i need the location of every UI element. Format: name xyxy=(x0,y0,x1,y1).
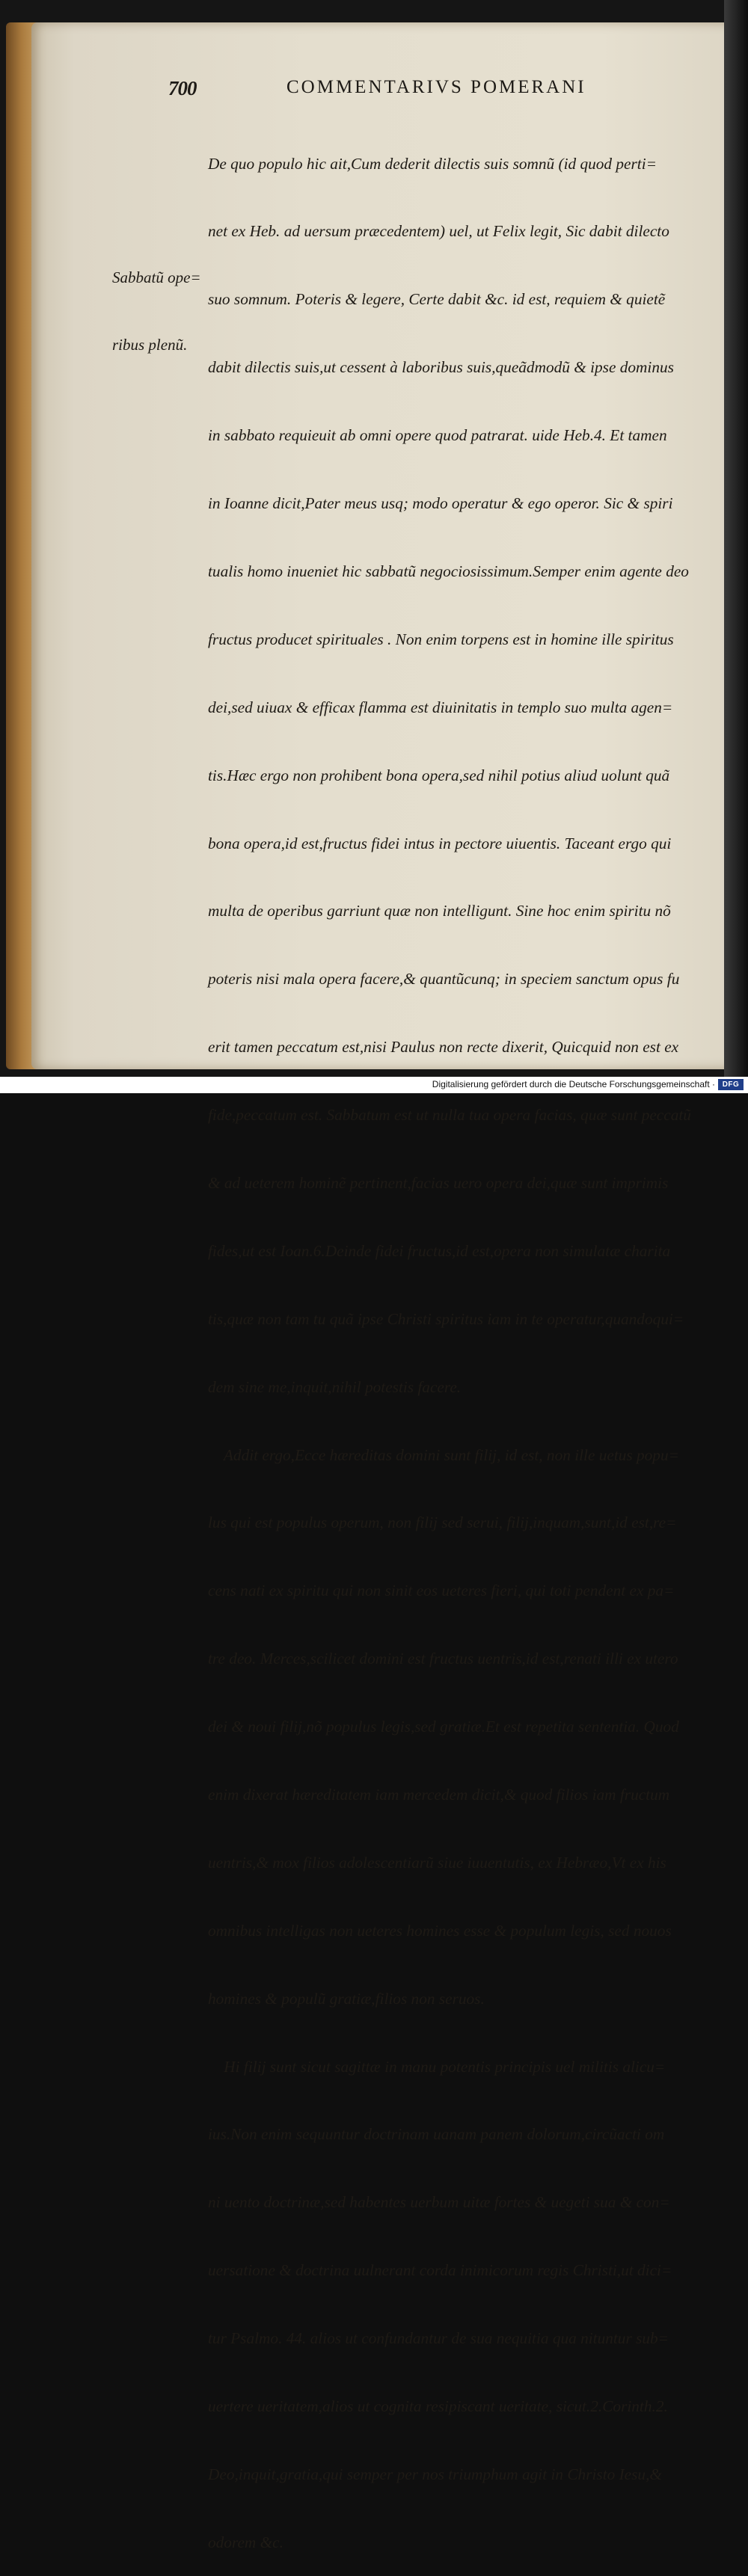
text-line: cens nati ex spiritu qui non sinit eos ueteres fieri, qui toti pendent ex pa= xyxy=(208,1581,675,1600)
text-line: tualis homo inueniet hic sabbatũ negociosissimum.Semper enim agente deo xyxy=(208,562,689,580)
text-line: omnibus intelligas non ueteres homines esse & populum legis, sed nouos xyxy=(208,1921,672,1940)
text-line: fide,peccatum est. Sabbatum est ut nulla tua opera facias, quæ sunt peccatũ xyxy=(208,1106,691,1125)
page-number: 700 xyxy=(168,77,197,99)
text-line: uersatione & doctrina uulnerant corda inimicorum regis Christi,ut dici= xyxy=(208,2261,672,2280)
text-line: ius.Non enim sequuntur doctrinam uanam panem dolorum,circũacti om xyxy=(208,2125,665,2144)
dfg-logo: DFG xyxy=(718,1079,744,1090)
text-line: dei & noui filij,nõ populus legis,sed gratiæ.Et est repetita sententia. Quod xyxy=(208,1718,679,1736)
text-line: tre deo. Merces,scilicet domini est fructus uentris,id est,renati illi ex utero xyxy=(208,1650,678,1668)
text-line: fructus producet spirituales . Non enim torpens est in homine ille spiritus xyxy=(208,630,674,648)
text-line: bona opera,id est,fructus fidei intus in pectore uiuentis. Taceant ergo qui xyxy=(208,834,672,852)
body-text xyxy=(208,107,702,2576)
footer-bar xyxy=(0,1077,748,1093)
text-line: net ex Heb. ad uersum præcedentem) uel, ut Felix legit, Sic dabit dilecto xyxy=(208,222,669,241)
text-line: fides,ut est Ioan.6.Deinde fidei fructus,id est,opera non simulatæ charita xyxy=(208,1241,671,1260)
text-line: erit tamen peccatum est,nisi Paulus non recte dixerit, Quicquid non est ex xyxy=(208,1038,679,1057)
text-line: odorem &c. xyxy=(208,2533,283,2551)
funding-credit: Digitalisierung gefördert durch die Deutsche Forschungsgemeinschaft · xyxy=(432,1079,715,1089)
margin-note-line: ribus plenũ. xyxy=(112,336,188,354)
text-line: suo somnum. Poteris & legere, Certe dabit &c. id est, requiem & quietẽ xyxy=(208,290,666,309)
text-line: in sabbato requieuit ab omni opere quod patrarat. uide Heb.4. Et tamen xyxy=(208,426,667,445)
text-line: Deo,inquit,gratia,qui semper per nos triumphum agit in Christo Iesu,& xyxy=(208,2465,662,2483)
text-line: dem sine me,inquit,nihil potestis facere. xyxy=(208,1377,462,1396)
text-line: ni uento doctrinæ,sed habentes uerbum uitæ fortes & uegeti sua & con= xyxy=(208,2193,670,2212)
margin-note-line: Sabbatũ ope= xyxy=(112,268,201,286)
scan-right-shadow xyxy=(724,0,748,1077)
text-line: Hi filij sunt sicut sagittæ in manu potentis principis uel militis alicu= xyxy=(208,2057,666,2076)
text-line: dabit dilectis suis,ut cessent à laboribus suis,queãdmodũ & ipse dominus xyxy=(208,358,674,377)
text-line: in Ioanne dicit,Pater meus usq; modo operatur & ego operor. Sic & spiri xyxy=(208,494,673,513)
text-line: dei,sed uiuax & efficax flamma est diuinitatis in templo suo multa agen= xyxy=(208,698,673,716)
text-line: uertere ueritatem,alios ut cognita resipiscant ueritate, sicut.2.Corinth.2. xyxy=(208,2397,668,2415)
running-head: COMMENTARIVS POMERANI xyxy=(286,77,586,97)
text-line: tur Psalmo. 44. alios ut confundantur de sua nequitia qua nituntur sub= xyxy=(208,2329,669,2348)
page-header xyxy=(168,77,632,102)
text-line: tis,quæ non tam tu quã ipse Christi spiritus iam in te operatur,quandoqui= xyxy=(208,1309,684,1328)
text-line: homines & populũ gratiæ,filios non seruos. xyxy=(208,1989,485,2008)
text-line: lus qui est populus operum, non filij sed serui, filij,inquam,sunt,id est,re= xyxy=(208,1513,677,1532)
margin-note xyxy=(112,221,209,378)
text-line: & ad ueterem hominẽ pertinent,facias uero opera dei,quæ sunt imprimis xyxy=(208,1173,669,1192)
text-line: poteris nisi mala opera facere,& quantũcunq; in speciem sanctum opus fu xyxy=(208,970,680,989)
text-line: Addit ergo,Ecce hæreditas domini sunt filij, id est, non ille uetus popu= xyxy=(208,1445,679,1464)
text-line: multa de operibus garriunt quæ non intelligunt. Sine hoc enim spiritu nõ xyxy=(208,902,671,920)
text-line: uentris,& mox filios adolescentiarũ siue iuuentutis, ex Hebræo,Vt ex his xyxy=(208,1853,666,1872)
text-line: enim dixerat hæreditatem iam mercedem dicit,& quod filios iam fructum xyxy=(208,1785,670,1804)
text-line: tis.Hæc ergo non prohibent bona opera,sed nihil potius aliud uolunt quã xyxy=(208,766,670,784)
text-line: De quo populo hic ait,Cum dederit dilectis suis somnũ (id quod perti= xyxy=(208,154,657,173)
